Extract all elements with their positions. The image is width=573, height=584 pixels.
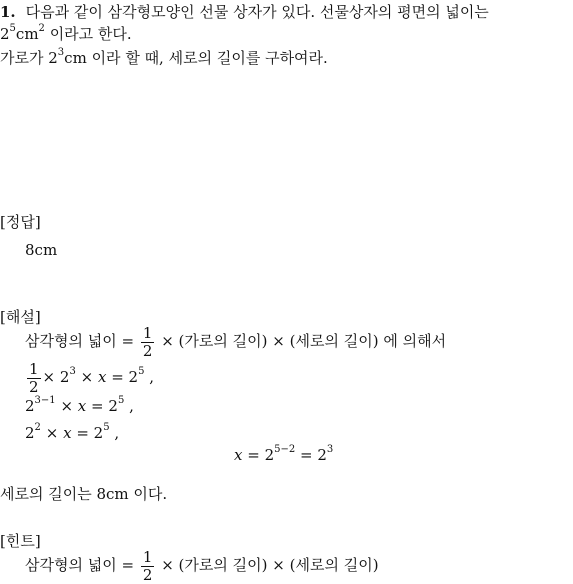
variable-x: x <box>63 424 72 442</box>
fraction-denominator: 2 <box>142 341 153 360</box>
solution-formula <box>25 322 446 360</box>
step1-end: , <box>144 368 155 386</box>
fraction-denominator: 2 <box>29 377 39 396</box>
hint-formula <box>25 546 379 584</box>
area-exponent: 5 <box>9 23 16 34</box>
step2-rhs: = 2 <box>91 397 118 415</box>
result-eq-2: = 2 <box>300 446 327 464</box>
times-sign: × <box>60 397 74 415</box>
step2-base: 2 <box>25 397 35 415</box>
times-sign: × <box>80 368 94 386</box>
solution-step-1 <box>25 358 154 396</box>
width-label: (가로의 길이) <box>178 332 268 350</box>
times-sign: × <box>45 424 59 442</box>
step1-rhs: = 2 <box>111 368 139 386</box>
area-unit: cm <box>15 25 39 43</box>
width-base: 2 <box>48 49 58 67</box>
step2-rhs-exponent: 5 <box>117 395 125 406</box>
step3-base: 2 <box>25 424 35 442</box>
step1-rhs-exponent: 5 <box>138 366 145 377</box>
answer-value: 8cm <box>25 241 58 259</box>
step3-exponent: 2 <box>34 422 41 433</box>
height-label: (세로의 길이) <box>289 556 379 574</box>
step2-end: , <box>124 397 134 415</box>
times-sign: × <box>272 556 285 574</box>
fraction-numerator: 1 <box>142 547 153 566</box>
step1-factor: × 2 <box>42 368 70 386</box>
result-exponent-2: 3 <box>326 444 334 455</box>
answer-heading: [정답] <box>0 213 41 231</box>
height-label: (세로의 길이) <box>289 332 379 350</box>
step3-rhs: = 2 <box>76 424 104 442</box>
times-sign: × <box>272 332 285 350</box>
question-line-1 <box>0 2 489 22</box>
variable-x: x <box>234 446 243 464</box>
solution-heading: [해설] <box>0 308 41 326</box>
question-line-2 <box>0 24 132 44</box>
solution-conclusion: 세로의 길이는 8cm 이다. <box>0 485 168 503</box>
area-unit-exponent: 2 <box>38 23 45 34</box>
fraction-numerator: 1 <box>142 323 153 342</box>
variable-x: x <box>97 368 107 386</box>
times-sign: × <box>161 332 174 350</box>
fraction-one-half <box>141 325 155 360</box>
times-sign: × <box>161 556 174 574</box>
step2-exponent: 3−1 <box>34 395 56 406</box>
equals-sign: = <box>121 332 135 350</box>
variable-x: x <box>77 397 87 415</box>
hint-heading: [힌트] <box>0 532 41 550</box>
question-text-3a: 가로가 <box>0 49 49 67</box>
question-number: 1. <box>0 3 16 21</box>
question-line-3 <box>0 48 328 68</box>
area-label: 삼각형의 넓이 <box>25 556 117 574</box>
result-eq-1: = 2 <box>247 446 275 464</box>
fraction-one-half <box>141 549 155 584</box>
question-text-3b: cm 이라 할 때, 세로의 길이를 구하여라. <box>64 49 328 67</box>
fraction-one-half <box>27 361 41 396</box>
step3-end: , <box>109 424 120 442</box>
by-text: 에 의해서 <box>383 332 447 350</box>
fraction-numerator: 1 <box>29 359 39 378</box>
width-exponent: 3 <box>57 47 65 58</box>
step1-exponent: 3 <box>69 366 76 377</box>
question-text-1: 다음과 같이 삼각형모양인 선물 상자가 있다. 선물상자의 평면의 넓이는 <box>25 3 489 21</box>
solution-step-3 <box>25 423 119 443</box>
solution-result <box>234 445 333 465</box>
equals-sign: = <box>121 556 135 574</box>
solution-step-2 <box>25 396 134 416</box>
fraction-denominator: 2 <box>142 565 153 584</box>
width-label: (가로의 길이) <box>178 556 268 574</box>
question-text-2: 이라고 한다. <box>44 25 132 43</box>
area-label: 삼각형의 넓이 <box>25 332 117 350</box>
step3-rhs-exponent: 5 <box>103 422 110 433</box>
result-exponent-1: 5−2 <box>274 444 296 455</box>
area-base: 2 <box>0 25 10 43</box>
